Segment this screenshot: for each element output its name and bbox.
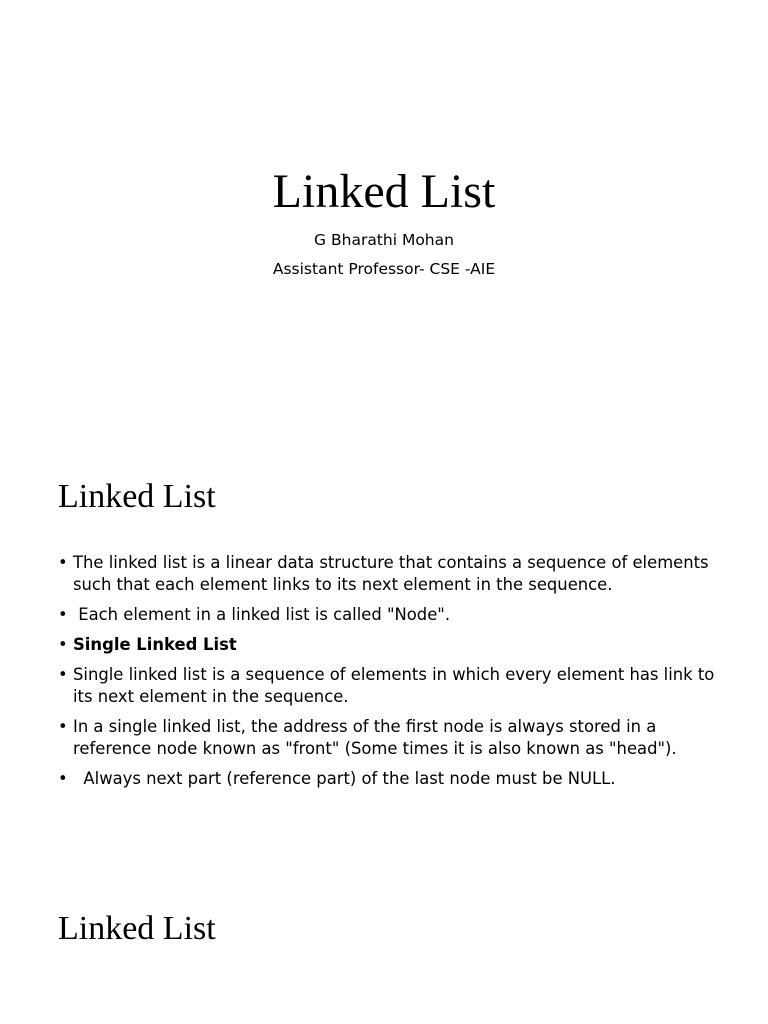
bullet-list (58, 552, 728, 798)
bullet-marker: • (58, 769, 68, 788)
bullet-text: In a single linked list, the address of the first node is always stored in a reference node known as "front" (Some times it is also known as "head"). (73, 717, 677, 758)
title-slide (0, 0, 768, 432)
content-slide (0, 864, 768, 1024)
author-position: Assistant Professor- CSE -AIE (272, 260, 496, 278)
bullet-text: The linked list is a linear data structure that contains a sequence of elements such that each element links to its next element in the sequence. (73, 553, 709, 594)
author-name: G Bharathi Mohan (314, 231, 454, 249)
presentation-title: Linked List (272, 165, 496, 218)
bullet-marker: • (58, 553, 68, 572)
bullet-text: Each element in a linked list is called "Node". (73, 605, 451, 624)
bullet-marker: • (58, 635, 68, 654)
bullet-text: Always next part (reference part) of the last node must be NULL. (73, 769, 616, 788)
slide-heading: Linked List (58, 910, 216, 947)
bullet-marker: • (58, 605, 68, 624)
bullet-text: Single linked list is a sequence of elements in which every element has link to its next element in the sequence. (73, 665, 715, 706)
bullet-item (58, 664, 728, 708)
bullet-item (58, 634, 728, 656)
bullet-marker: • (58, 717, 68, 736)
bullet-text-bold: Single Linked List (73, 635, 237, 654)
bullet-item (58, 716, 728, 760)
bullet-item (58, 604, 728, 626)
bullet-marker: • (58, 665, 68, 684)
bullet-item (58, 552, 728, 596)
bullet-item (58, 768, 728, 790)
slide-heading: Linked List (58, 478, 216, 515)
content-slide (0, 432, 768, 864)
